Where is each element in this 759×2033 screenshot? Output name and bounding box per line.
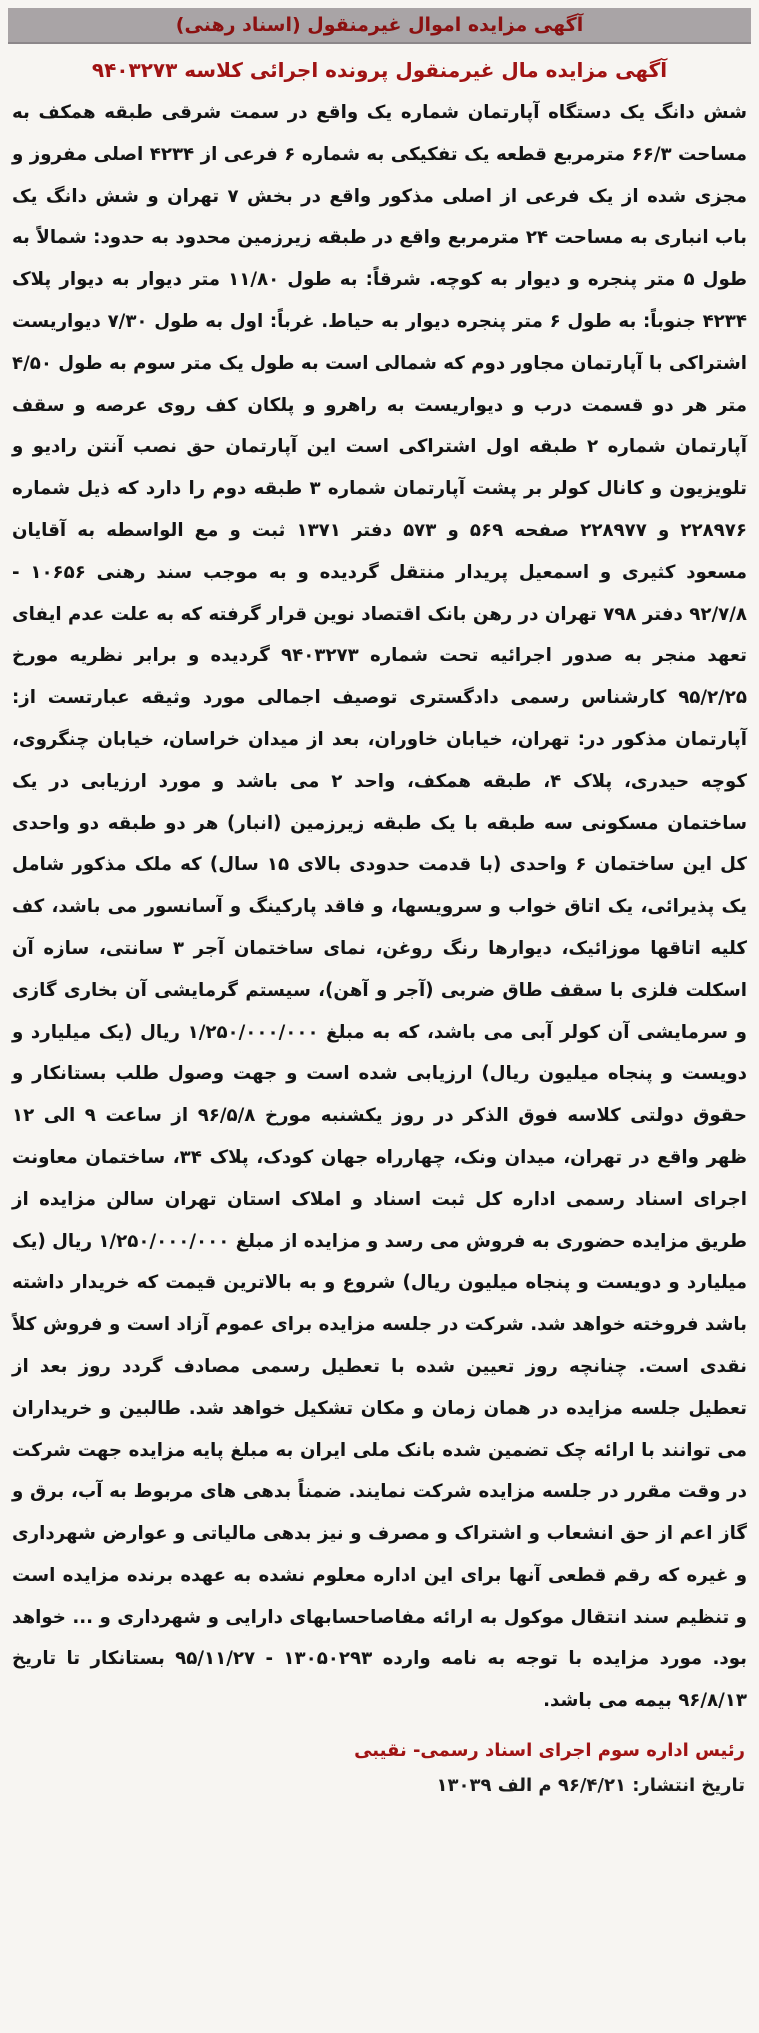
notice-body-paragraph: شش دانگ یک دستگاه آپارتمان شماره یک واقع در سمت شرقی طبقه همکف به مساحت ۶۶/۳ مترمربع قطعه یک تفکیکی به شماره ۶ فرعی از ۴۲۳۴ اصلی مفروز و مجزی شده از یک فرعی از اصلی مذکور واقع در بخش ۷ تهران و شش دانگ یک باب انباری به مساحت ۲۴ مترمربع واقع در طبقه زیرزمین محدود به حدود: شمالاً به طول ۵ متر پنجره و دیوار به کوچه. شرقاً: به طول ۱۱/۸۰ متر دیوار به دیوار پلاک ۴۲۳۴ جنوباً: به طول ۶ متر پنجره دیوار به حیاط. غرباً: اول به طول ۷/۳۰ دیواریست اشتراکی با آپارتمان مجاور دوم که شمالی است به طول یک متر سوم به طول ۴/۵۰ متر هر دو قسمت درب و دیواریست به راهرو و پلکان کف روی عرصه و سقف آپارتمان شماره ۲ طبقه اول اشتراکی است این آپارتمان حق نصب آنتن رادیو و تلویزیون و کانال کولر بر پشت آپارتمان شماره ۳ طبقه دوم را دارد که ذیل شماره ۲۲۸۹۷۶ و ۲۲۸۹۷۷ صفحه ۵۶۹ و ۵۷۳ دفتر ۱۳۷۱ ثبت و مع الواسطه به آقایان مسعود کثیری و اسمعیل پریدار منتقل گردیده و به موجب سند رهنی ۱۰۶۵۶ - ۹۲/۷/۸ دفتر ۷۹۸ تهران در رهن بانک اقتصاد نوین قرار گرفته که به علت عدم ایفای تعهد منجر به صدور اجرائیه تحت شماره ۹۴۰۳۲۷۳ گردیده و برابر نظریه مورخ ۹۵/۲/۲۵ کارشناس رسمی دادگستری توصیف اجمالی مورد وثیقه عبارتست از: آپارتمان مذکور در: تهران، خیابان خاوران، بعد از میدان خراسان، خیابان چنگروی، کوچه حیدری، پلاک ۴، طبقه همکف، واحد ۲ می باشد و مورد ارزیابی در یک ساختمان مسکونی سه طبقه با یک طبقه زیرزمین (انبار) هر دو طبقه دو واحدی کل این ساختمان ۶ واحدی (با قدمت حدودی بالای ۱۵ سال) که ملک مذکور شامل یک پذیرائی، یک اتاق خواب و سرویسها، و فاقد پارکینگ و آسانسور می باشد، کف کلیه اتاقها موزائیک، دیوارها رنگ روغن، نمای ساختمان آجر ۳ سانتی، سازه آن اسکلت فلزی با سقف طاق ضربی (آجر و آهن)، سیستم گرمایشی آن بخاری گازی و سرمایشی آن کولر آبی می باشد، که به مبلغ ۱/۲۵۰/۰۰۰/۰۰۰ ریال (یک میلیارد و دویست و پنجاه میلیون ریال) ارزیابی شده است و جهت وصول طلب بستانکار و حقوق دولتی کلاسه فوق الذکر در روز یکشنبه مورخ ۹۶/۵/۸ از ساعت ۹ الی ۱۲ ظهر واقع در تهران، میدان ونک، چهارراه جهان کودک، پلاک ۳۴، ساختمان معاونت اجرای اسناد رسمی اداره کل ثبت اسناد و املاک استان تهران سالن مزایده از طریق مزایده حضوری به فروش می رسد و مزایده از مبلغ ۱/۲۵۰/۰۰۰/۰۰۰ ریال (یک میلیارد و دویست و پنجاه میلیون ریال) شروع و به بالاترین قیمت که خریدار داشته باشد فروخته خواهد شد. شرکت در جلسه مزایده برای عموم آزاد است و فروش کلاً نقدی است. چنانچه روز تعیین شده با تعطیل رسمی مصادف گردد روز بعد از تعطیل جلسه مزایده در همان زمان و مکان تشکیل خواهد شد. طالبین و خریداران می توانند با ارائه چک تضمین شده بانک ملی ایران به مبلغ پایه مزایده جهت شرکت در وقت مقرر در جلسه مزایده شرکت نمایند. ضمناً بدهی های مربوط به آب، برق و گاز اعم از حق انشعاب و اشتراک و مصرف و نیز بدهی مالیاتی و عوارض شهرداری و غیره که رقم قطعی آنها برای این اداره معلوم نشده به عهده برنده مزایده است و تنظیم سند انتقال موکول به ارائه مفاصاحسابهای دارایی و شهرداری و ... خواهد بود. مورد مزایده با توجه به نامه وارده ۱۳۰۵۰۲۹۳ - ۹۵/۱۱/۲۷ بستانکار تا تاریخ ۹۶/۸/۱۳ بیمه می باشد. xyxy=(12,102,748,1712)
notice-subtitle: آگهی مزایده مال غیرمنقول پرونده اجرائی کلاسه ۹۴۰۳۲۷۳ xyxy=(91,58,668,82)
notice-signature: رئیس اداره سوم اجرای اسناد رسمی- نقیبی xyxy=(354,1740,745,1762)
publish-date: تاریخ انتشار: ۹۶/۴/۲۱ م الف ۱۳۰۳۹ xyxy=(436,1775,745,1797)
notice-title-bar xyxy=(8,8,751,44)
notice-title: آگهی مزایده اموال غیرمنقول (اسناد رهنی) xyxy=(175,14,584,36)
notice-body xyxy=(8,92,751,1722)
